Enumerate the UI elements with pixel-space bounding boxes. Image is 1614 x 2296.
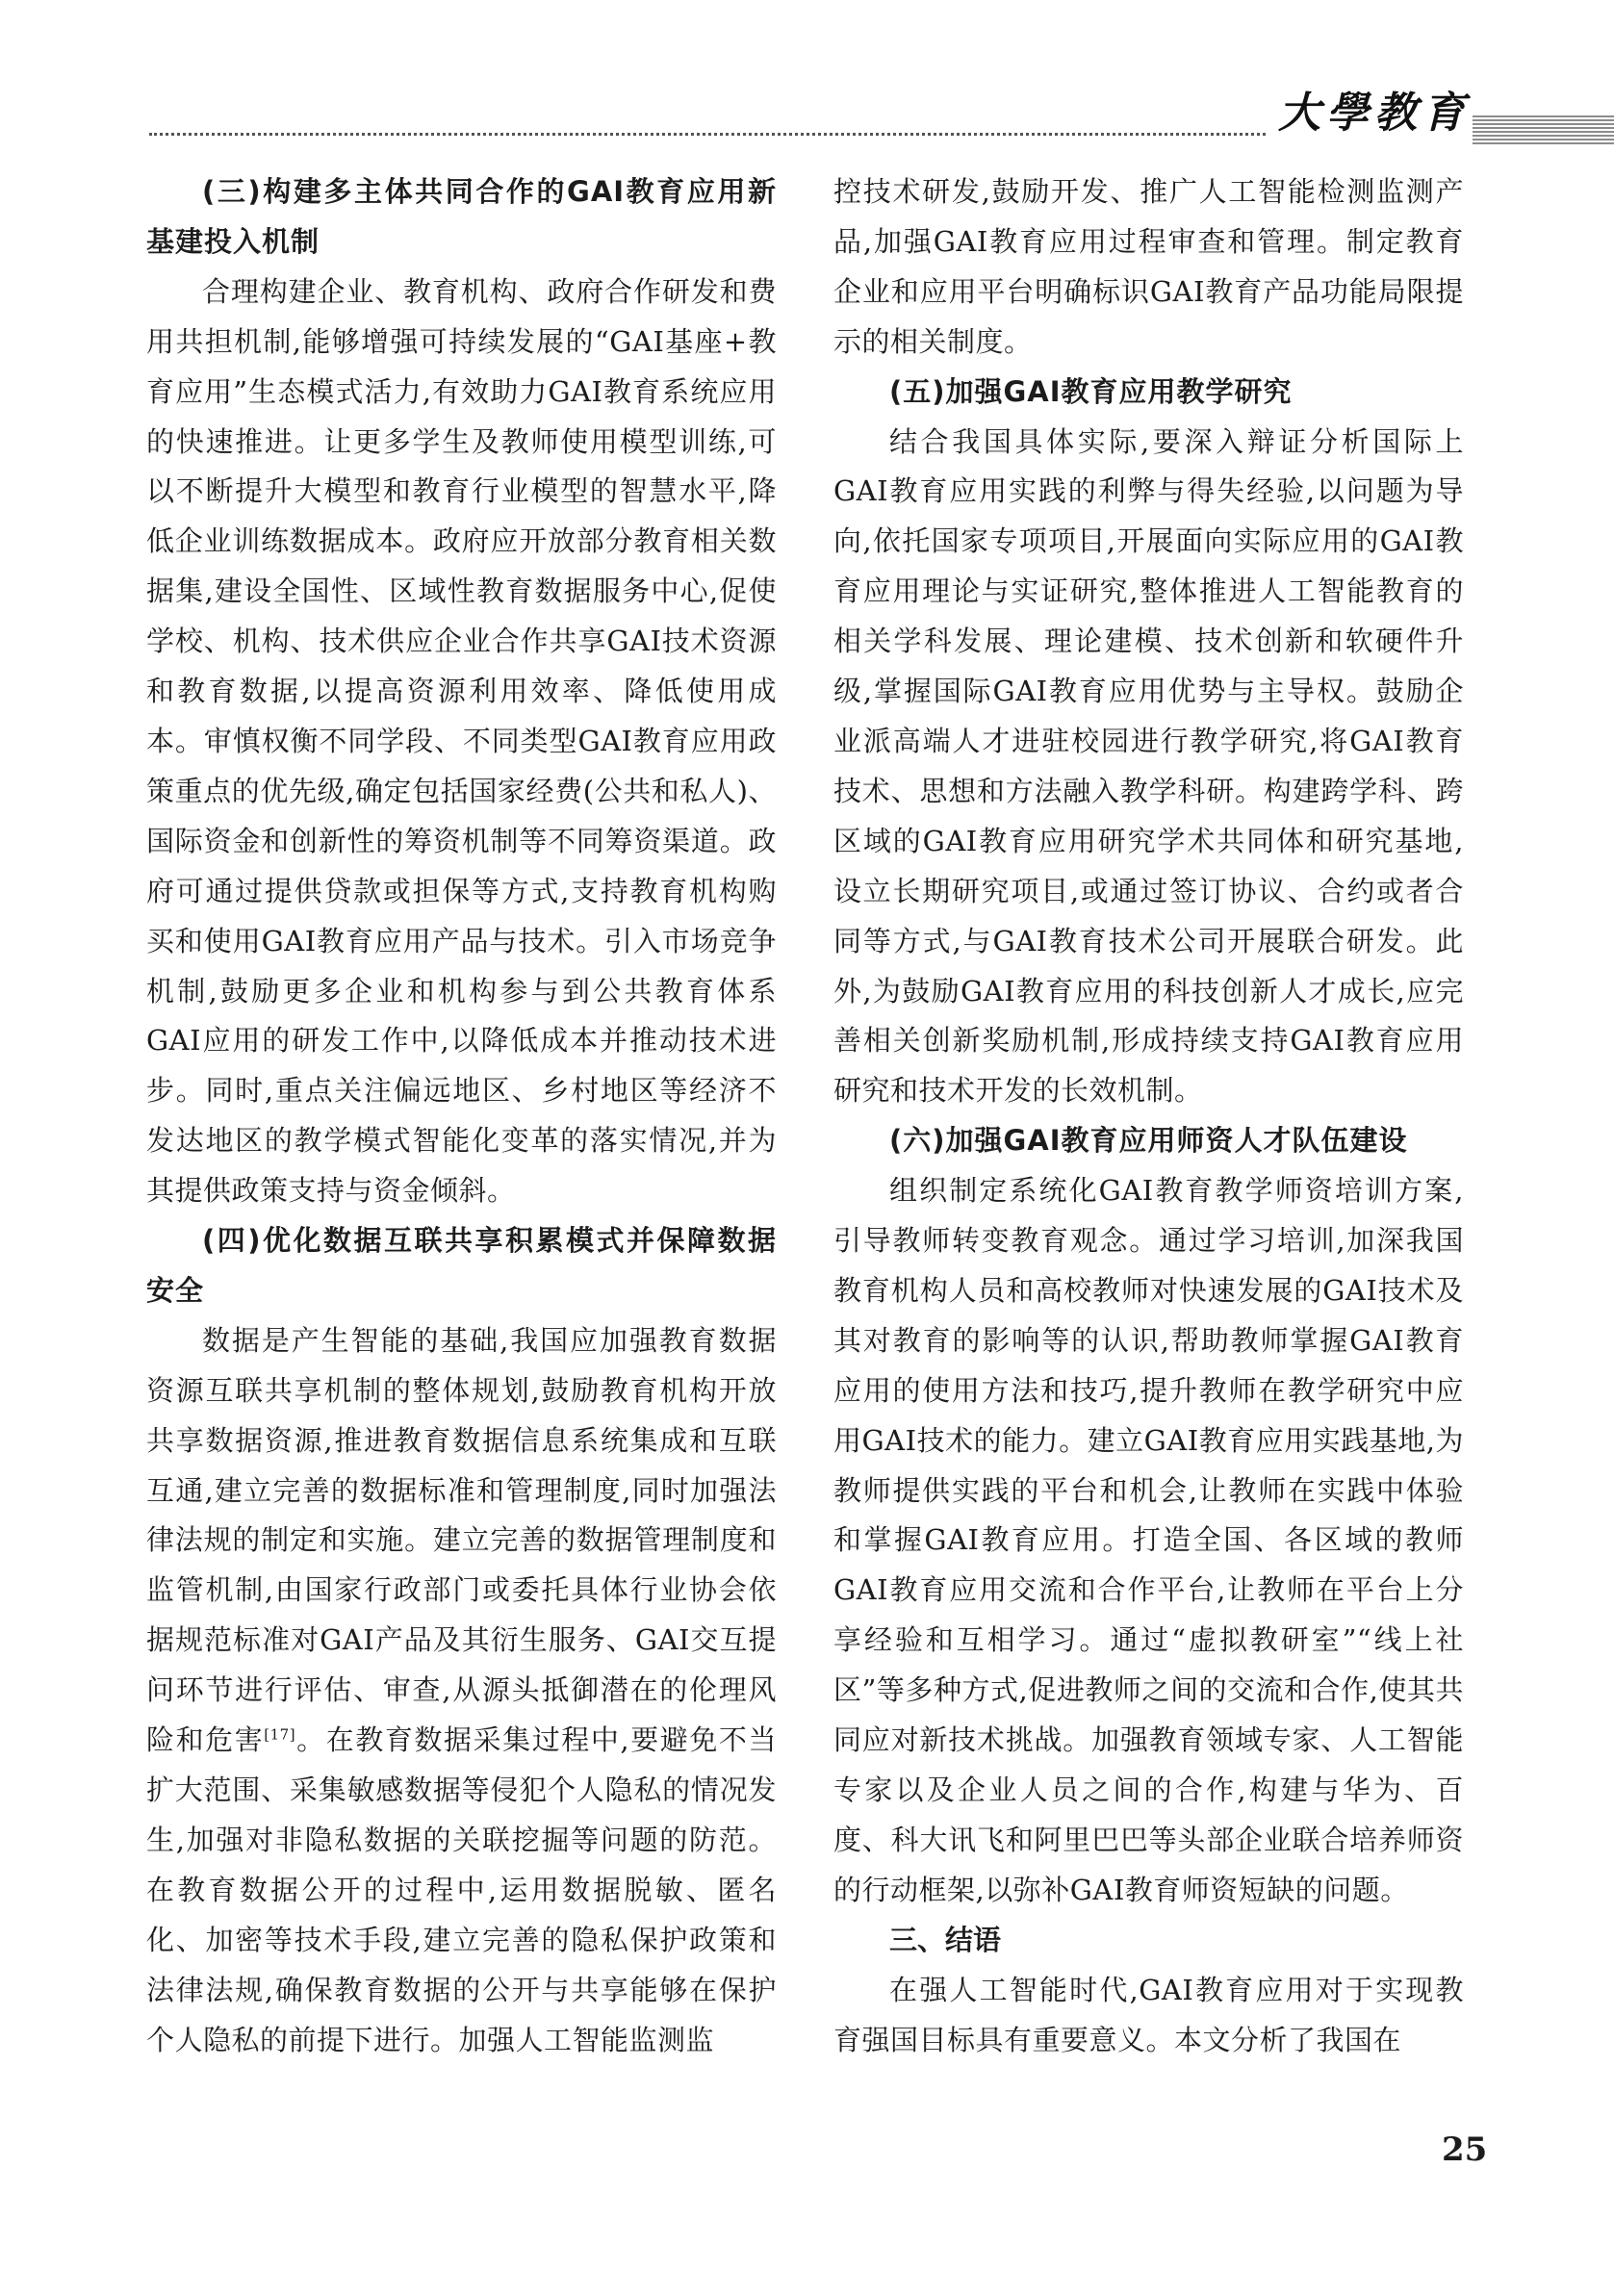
section-4-text-a: 数据是产生智能的基础,我国应加强教育数据资源互联共享机制的整体规划,鼓励教育机构开放共享数据资源,推进教育数据信息系统集成和互联互通,建立完善的数据标准和管理制度,同时加强法律法规的制定和实施。建立完善的数据管理制度和监管机制,由国家行政部门或委托具体行业协会依据规范标准对GAI产品及其衍生服务、GAI交互提问环节进行评估、审查,从源头抵御潜在的伦理风险和危害 [146, 1323, 777, 1757]
journal-logo: 大學教育 [1278, 89, 1471, 138]
section-heading-6: (六)加强GAI教育应用师资人才队伍建设 [889, 1124, 1408, 1158]
page-number: 25 [1442, 2130, 1488, 2169]
section-heading-4: (四)优化数据互联共享积累模式并保障数据安全 [146, 1224, 777, 1307]
section-4-text-b: 。在教育数据采集过程中,要避免不当扩大范围、采集敏感数据等侵犯个人隐私的情况发生,加强对非隐私数据的关联挖掘等问题的防范。在教育数据公开的过程中,运用数据脱敏、匿名化、加密等技术手段,建立完善的隐私保护政策和法律法规,确保教育数据的公开与共享能够在保护个人隐私的前提下进行。加强人工智能监测监 [146, 1723, 777, 2056]
conclusion-heading: 三、结语 [889, 1923, 1002, 1956]
section-4-paragraph [146, 1316, 777, 2066]
section-heading-5: (五)加强GAI教育应用教学研究 [889, 374, 1293, 408]
section-4-continuation: 控技术研发,鼓励开发、推广人工智能检测监测产品,加强GAI教育应用过程审查和管理。制定教育企业和应用平台明确标识GAI教育产品功能局限提示的相关制度。 [833, 175, 1464, 358]
left-column [146, 167, 777, 2065]
right-column [833, 167, 1464, 2065]
section-3-paragraph: 合理构建企业、教育机构、政府合作研发和费用共担机制,能够增强可持续发展的“GAI基座+教育应用”生态模式活力,有效助力GAI教育系统应用的快速推进。让更多学生及教师使用模型训练,可以不断提升大模型和教育行业模型的智慧水平,降低企业训练数据成本。政府应开放部分教育相关数据集,建设全国性、区域性教育数据服务中心,促使学校、机构、技术供应企业合作共享GAI技术资源和教育数据,以提高资源利用效率、降低使用成本。审慎权衡不同学段、不同类型GAI教育应用政策重点的优先级,确定包括国家经费(公共和私人)、国际资金和创新性的筹资机制等不同筹资渠道。政府可通过提供贷款或担保等方式,支持教育机构购买和使用GAI教育应用产品与技术。引入市场竞争机制,鼓励更多企业和机构参与到公共教育体系GAI应用的研发工作中,以降低成本并推动技术进步。同时,重点关注偏远地区、乡村地区等经济不发达地区的教学模式智能化变革的落实情况,并为其提供政策支持与资金倾斜。 [146, 274, 777, 1208]
section-6-paragraph: 组织制定系统化GAI教育教学师资培训方案,引导教师转变教育观念。通过学习培训,加深我国教育机构人员和高校教师对快速发展的GAI技术及其对教育的影响等的认识,帮助教师掌握GAI教育应用的使用方法和技巧,提升教师在教学研究中应用GAI技术的能力。建立GAI教育应用实践基地,为教师提供实践的平台和机会,让教师在实践中体验和掌握GAI教育应用。打造全国、各区域的教师GAI教育应用交流和合作平台,让教师在平台上分享经验和互相学习。通过“虚拟教研室”“线上社区”等多种方式,促进教师之间的交流和合作,使其共同应对新技术挑战。加强教育领域专家、人工智能专家以及企业人员之间的合作,构建与华为、百度、科大讯飞和阿里巴巴等头部企业联合培养师资的行动框架,以弥补GAI教育师资短缺的问题。 [833, 1174, 1464, 1906]
citation-ref-17: [17] [264, 1725, 296, 1744]
conclusion-paragraph: 在强人工智能时代,GAI教育应用对于实现教育强国目标具有重要意义。本文分析了我国在 [833, 1973, 1464, 2056]
header-dotted-rule [149, 133, 1266, 136]
section-5-paragraph: 结合我国具体实际,要深入辩证分析国际上GAI教育应用实践的利弊与得失经验,以问题为导向,依托国家专项项目,开展面向实际应用的GAI教育应用理论与实证研究,整体推进人工智能教育的相关学科发展、理论建模、技术创新和软硬件升级,掌握国际GAI教育应用优势与主导权。鼓励企业派高端人才进驻校园进行教学研究,将GAI教育技术、思想和方法融入教学科研。构建跨学科、跨区域的GAI教育应用研究学术共同体和研究基地,设立长期研究项目,或通过签订协议、合约或者合同等方式,与GAI教育技术公司开展联合研发。此外,为鼓励GAI教育应用的科技创新人才成长,应完善相关创新奖励机制,形成持续支持GAI教育应用研究和技术开发的长效机制。 [833, 424, 1464, 1108]
header-stripe-decoration [1473, 115, 1614, 146]
section-heading-3: (三)构建多主体共同合作的GAI教育应用新基建投入机制 [146, 175, 777, 258]
